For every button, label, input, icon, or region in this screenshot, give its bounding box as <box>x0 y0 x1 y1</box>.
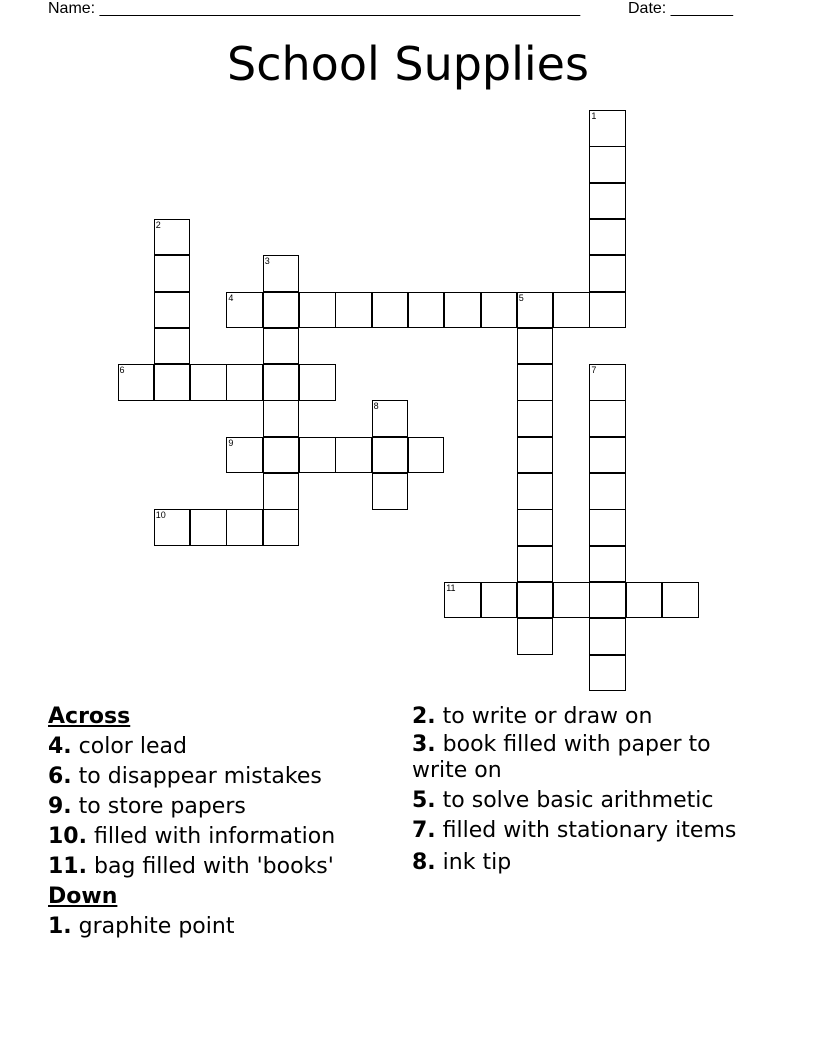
grid-cell-3[interactable] <box>263 255 300 292</box>
grid-cell[interactable] <box>553 582 590 619</box>
down-heading: Down <box>48 884 118 909</box>
grid-cell-2[interactable] <box>154 219 191 256</box>
grid-cell[interactable] <box>263 328 300 365</box>
grid-cell[interactable] <box>517 364 554 401</box>
grid-cell[interactable] <box>154 328 191 365</box>
cell-number: 2 <box>155 219 161 230</box>
cell-number: 3 <box>264 256 270 267</box>
grid-cell[interactable] <box>589 255 626 292</box>
grid-cell[interactable] <box>190 364 227 401</box>
grid-cell-9[interactable] <box>226 437 263 474</box>
clue-number: 3. <box>412 732 436 757</box>
clues-right-column <box>412 702 742 878</box>
grid-cell[interactable] <box>372 437 409 474</box>
grid-cell[interactable] <box>408 437 445 474</box>
grid-cell[interactable] <box>408 292 445 329</box>
clue-number: 10. <box>48 824 87 849</box>
clue-down-5 <box>412 788 742 818</box>
grid-cell[interactable] <box>226 509 263 546</box>
grid-cell[interactable] <box>589 655 626 692</box>
cell-number: 10 <box>155 510 166 521</box>
grid-cell-11[interactable] <box>444 582 481 619</box>
grid-cell-7[interactable] <box>589 364 626 401</box>
clue-text: to solve basic arithmetic <box>442 788 714 813</box>
clue-down-3 <box>412 732 742 788</box>
cell-number: 8 <box>373 401 379 412</box>
grid-cell[interactable] <box>154 364 191 401</box>
grid-cell[interactable] <box>589 546 626 583</box>
clue-across-6 <box>48 762 398 792</box>
clue-number: 5. <box>412 788 436 813</box>
grid-cell[interactable] <box>263 509 300 546</box>
grid-cell[interactable] <box>589 618 626 655</box>
clue-text: filled with stationary items <box>442 818 737 843</box>
grid-cell-8[interactable] <box>372 400 409 437</box>
grid-cell[interactable] <box>372 473 409 510</box>
clue-number: 7. <box>412 818 436 843</box>
grid-cell[interactable] <box>662 582 699 619</box>
cell-number: 9 <box>228 437 234 448</box>
clue-across-11 <box>48 852 398 882</box>
grid-cell[interactable] <box>335 292 372 329</box>
clue-number: 9. <box>48 794 72 819</box>
clue-text: bag filled with 'books' <box>93 854 334 879</box>
grid-cell[interactable] <box>589 582 626 619</box>
grid-cell[interactable] <box>263 437 300 474</box>
grid-cell[interactable] <box>263 400 300 437</box>
clue-down-1 <box>48 912 398 942</box>
clue-number: 11. <box>48 854 87 879</box>
grid-cell[interactable] <box>444 292 481 329</box>
cell-number: 4 <box>228 292 234 303</box>
grid-cell-1[interactable] <box>589 110 626 147</box>
cell-number: 1 <box>591 111 597 121</box>
grid-cell[interactable] <box>517 582 554 619</box>
grid-cell[interactable] <box>589 219 626 256</box>
grid-cell[interactable] <box>517 618 554 655</box>
grid-cell-6[interactable] <box>118 364 155 401</box>
clue-down-7 <box>412 818 742 848</box>
grid-cell[interactable] <box>517 509 554 546</box>
grid-cell[interactable] <box>263 292 300 329</box>
grid-cell-4[interactable] <box>226 292 263 329</box>
grid-cell[interactable] <box>517 437 554 474</box>
clue-text: to store papers <box>78 794 246 819</box>
grid-cell[interactable] <box>626 582 663 619</box>
clue-down-8 <box>412 848 742 878</box>
clues-left-column <box>48 702 398 942</box>
clue-across-4 <box>48 732 398 762</box>
clue-number: 1. <box>48 914 72 939</box>
grid-cell[interactable] <box>299 292 336 329</box>
grid-cell[interactable] <box>553 292 590 329</box>
name-field-label: Name: ______________________________________________________ <box>48 0 581 17</box>
page-title: School Supplies <box>227 37 589 91</box>
grid-cell[interactable] <box>299 364 336 401</box>
grid-cell[interactable] <box>589 292 626 329</box>
clue-text: graphite point <box>78 914 235 939</box>
grid-cell[interactable] <box>589 146 626 183</box>
grid-cell[interactable] <box>517 473 554 510</box>
clue-across-9 <box>48 792 398 822</box>
grid-cell[interactable] <box>589 509 626 546</box>
grid-cell[interactable] <box>154 255 191 292</box>
grid-cell[interactable] <box>481 582 518 619</box>
clue-text: to disappear mistakes <box>78 764 322 789</box>
clue-text: filled with information <box>93 824 336 849</box>
grid-cell[interactable] <box>263 364 300 401</box>
grid-cell[interactable] <box>589 473 626 510</box>
grid-cell[interactable] <box>335 437 372 474</box>
clue-number: 4. <box>48 734 72 759</box>
cell-number: 7 <box>591 365 597 376</box>
grid-cell[interactable] <box>299 437 336 474</box>
cell-number: 11 <box>446 582 456 593</box>
grid-cell[interactable] <box>154 292 191 329</box>
grid-cell-5[interactable] <box>517 292 554 329</box>
clue-number: 2. <box>412 704 436 729</box>
grid-cell-10[interactable] <box>154 509 191 546</box>
grid-cell[interactable] <box>517 328 554 365</box>
across-heading: Across <box>48 704 131 729</box>
grid-cell[interactable] <box>263 473 300 510</box>
grid-cell[interactable] <box>190 509 227 546</box>
clue-text: book filled with paper to write on <box>412 732 711 783</box>
grid-cell[interactable] <box>589 437 626 474</box>
cell-number: 6 <box>119 365 125 376</box>
grid-cell[interactable] <box>481 292 518 329</box>
clue-text: to write or draw on <box>442 704 653 729</box>
grid-cell[interactable] <box>589 400 626 437</box>
clue-number: 8. <box>412 850 436 875</box>
date-field-label: Date: _______ <box>628 0 733 17</box>
clue-number: 6. <box>48 764 72 789</box>
clue-text: color lead <box>78 734 187 759</box>
grid-cell[interactable] <box>589 183 626 220</box>
grid-cell[interactable] <box>517 546 554 583</box>
clue-text: ink tip <box>442 850 512 875</box>
cell-number: 5 <box>518 292 524 303</box>
clue-across-10 <box>48 822 398 852</box>
clue-down-2 <box>412 702 742 732</box>
grid-cell[interactable] <box>372 292 409 329</box>
grid-cell[interactable] <box>226 364 263 401</box>
grid-cell[interactable] <box>517 400 554 437</box>
